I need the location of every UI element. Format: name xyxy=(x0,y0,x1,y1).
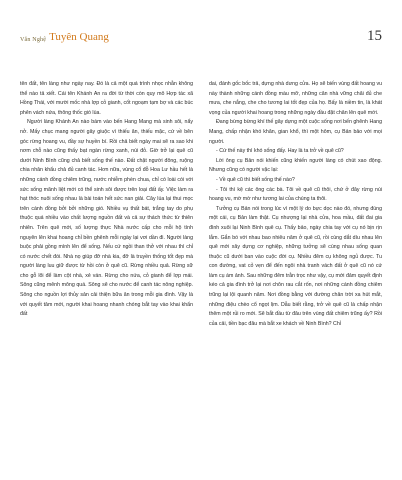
left-column xyxy=(20,80,193,472)
paragraph: Lời ông cụ Bản nói khiến cũng khiến người làng có chút xao động. Nhưng cũng có người vặc lại: xyxy=(209,157,382,174)
paragraph: - Về quê cũ thì biết sống thế nào? xyxy=(216,176,295,183)
logo-main-text: Tuyên Quang xyxy=(49,31,109,43)
magazine-logo xyxy=(20,32,109,43)
paragraph: Đang bừng bừng khí thế gây dựng một cuộc sống nơi bến ghênh Hang Mang, chấp nhận khó khăn, gian khổ, thì một hôm, cụ Bản bảo với mọi người. xyxy=(209,119,382,145)
paragraph: - Tôi thì kệ các ông các bà. Tôi về quê cũ thôi, chứ ở đây rừng núi hoang vu, mờ mờ như tương lai của chúng ta thôi. xyxy=(209,186,382,203)
article-body xyxy=(20,80,382,472)
logo-small-text: Văn Nghệ xyxy=(20,37,47,43)
page-number: 15 xyxy=(367,28,382,44)
paragraph: Tưởng cụ Bản nói trong lúc vì một lý do bực dọc nào đó, nhưng đúng một cái, cụ Bản làm thật. Cụ nhượng lại nhà cửa, hoa mầu, đất đai gia đình xuôi lại Ninh Bình quê cụ. Thấy bảo, ngày chia tay với cụ nó bịn rịn lắm. Gắn bó với nhau bao nhiêu năm ở quê cũ, rồi cùng dắt díu nhau lên quê mới xây dựng cơ nghiệp, những tưởng sẽ cùng nhau sống quan thuộc cũ dưới ban vào cuộc đời cụ. Nhiều đêm cụ không ngủ được. Tu con đường, vat cỏ vẹn để đến ngôi nhà tranh vách đất ở quê cũ nó cứ làm cụ ám ảnh. Sau những đêm trằn trọc như vậy, cụ mới đảm quyết định kéo cả gia đình trở lại nơi chôn rau cắt rốn, nơi những cánh đồng chiêm trũng lại lội quanh năm. Nơi đồng bằng với đường chân trời xa hút mắt, những điệu chèo cổ ngọt lịm. Dẫu biết rằng, trở về quê cũ là chấp nhận thêm một rủi ro mới. Sẽ bắt đầu từ đâu trên vùng đất chiêm trũng ấy? Rồi của cải, tiền bạc đâu mà bắt xe khách về Ninh Bình? Chỉ xyxy=(209,205,382,327)
paragraph: tên đất, tên làng như ngày nay. Đó là cả một quá trình nhọc nhằn không thể nào tả xiết. Cái tên Khánh An ra đời từ thời còn quy mô Hợp tác xã Hồng Thái, với mười mốc nhà lợp cỏ gianh, cốt ngoạm tạm bợ và các búc phên vách nứa, thông thốc gió lùa. xyxy=(20,81,193,116)
paragraph: dai, đánh gốc bốc trả, dựng nhà dưng cửa. Họ sẽ biến vùng đất hoang vu này thành những cánh đồng màu mỡ, những căn nhà vững chãi đủ che mưa, che nắng, che cho tương lai tốt đẹp của họ. Bấy là niềm tin, là khát vọng của người khai hoang trong những ngày đầu đặt chân lên quê mới. xyxy=(209,81,382,116)
page-header xyxy=(0,0,402,60)
paragraph: Người làng Khánh An nào bám vào bến Hang Mang mà sinh sôi, nẩy nở. Mấy chục mang người gây giuộc vì thiếu ăn, thiếu mặc, cứ về bên góc rừng hoang vu, đầy sự huyền bí. Rồi chả biết ngày mai sẽ ra sao khi nơm chỗ nào cũng thấy bạt ngàn rừng xanh, núi đỏ. Giờ trở lại quê cũ dưới Ninh Bình cũng chả biết sống thế nào. Đất chật người đông, ruộng chia nhân khẩu chả đủ canh tác. Hơn nữa, vùng cổ đỗ Hoa Lư hầu hết là những cánh đồng chiêm trũng, nước nhiễm phèn chua, chỉ có loài cói với sức sống mãnh liệt mới có thể sinh sôi được trên loại đất ấy. Việc làm ra hạt thóc nuôi sống nhau là bài toán hết sức nan giải. Cây lúa lại thui mọc trên cánh đồng bởi bởi những gió. Nhiều vụ thất bát, trắng tay do phụ thuộc quá nhiều vào chất lượng nguồn đất và cả sự thách thức từ thiên nhiên. Trên quê mới, số lượng thực Nhà nước cấp cho mỗi hộ tính nguyên lên khai hoang chỉ bền ghênh mỗi ngày lại vơi dần đi. Người làng buộc phải gồng mình lên để sống. Nếu cứ ngồi than thở với nhau thì chỉ có nước chết đói. Nhà nọ giúp đỡ nhà kia, đỡ là truyền thống tốt đẹp mà người làng luu giữ được từ hồi còn ở quê cũ. Rừng nhiều quả. Rừng sữ cho gỗ lõi để làm cột nhà, xẻ ván. Rừng cho nứa, cỏ gianh để lợp mái. Sông cũng mênh mông quá. Sông sẽ cho nước để canh tác nông nghiệp. Sông cho nguồn lợi thủy sản cải thiện bữa ăn trong mỗi gia đình. Vậy là với quyết tâm mới, người khai hoang nhanh chóng bắt tay vào khai khẩn đất xyxy=(20,119,193,318)
paragraph: - Cứ thế này thì khó sống đấy. Hay là ta trở về quê cũ? xyxy=(216,148,344,155)
right-column xyxy=(209,80,382,472)
